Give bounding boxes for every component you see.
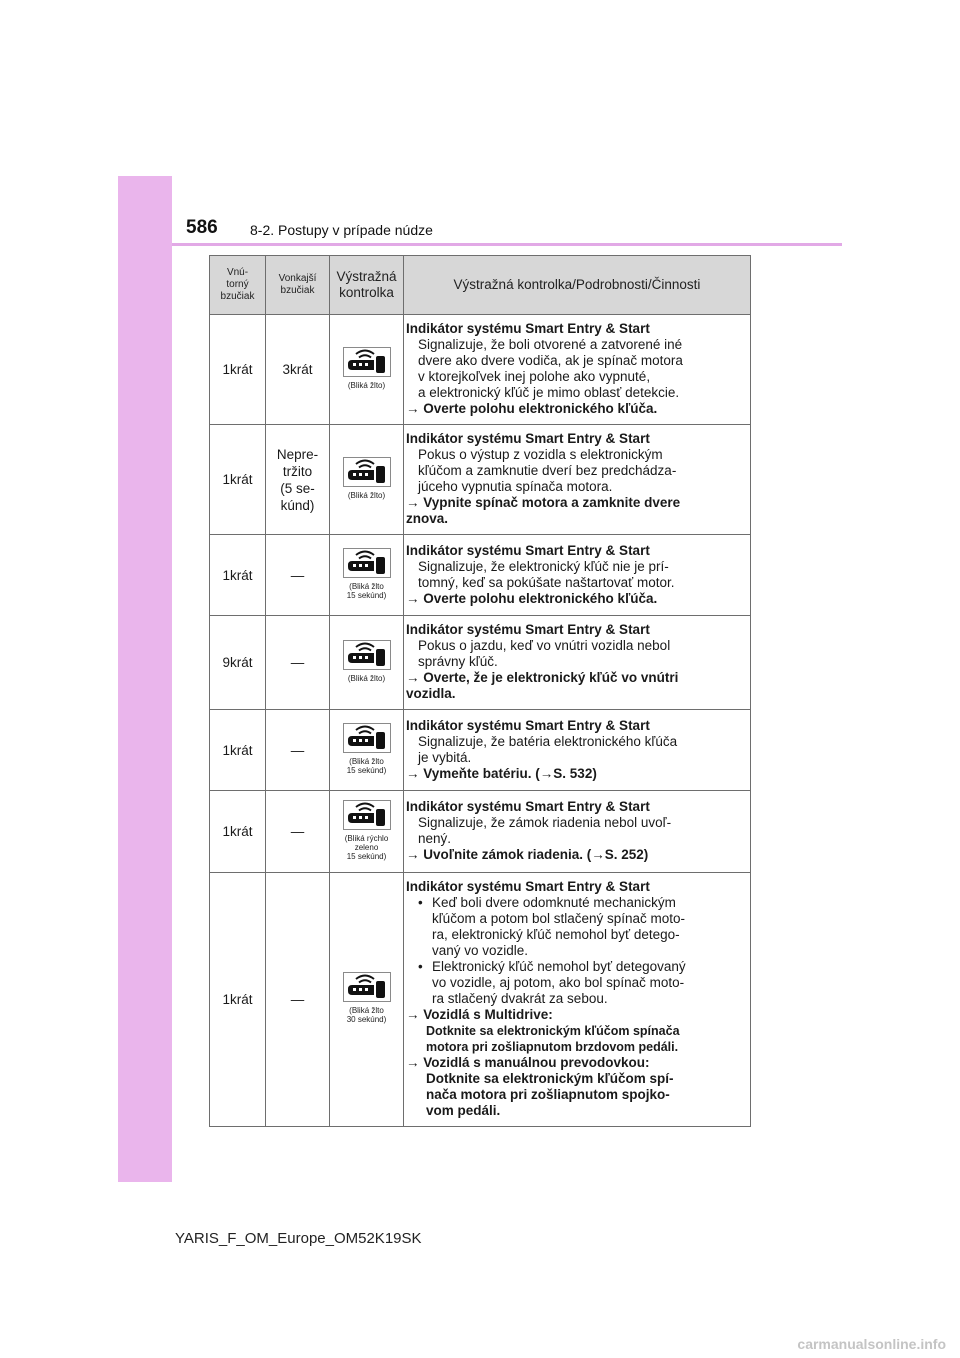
lamp-note: (Bliká žlto 15 sekúnd)	[346, 581, 387, 600]
details-cell	[404, 425, 751, 535]
table-row	[210, 616, 751, 710]
warning-light-cell	[330, 315, 404, 425]
inner-buzzer-cell: 1krát	[210, 425, 266, 535]
arrow-icon: →	[406, 590, 420, 606]
details-cell	[404, 315, 751, 425]
header-divider	[172, 243, 842, 246]
smart-key-warning-icon	[343, 640, 391, 670]
indicator-title: Indikátor systému Smart Entry & Start	[406, 431, 650, 446]
warning-light-cell	[330, 535, 404, 616]
action-line	[406, 670, 748, 702]
smart-key-warning-icon	[343, 972, 391, 1002]
action-line	[406, 847, 748, 863]
action-detail: Dotknite sa elektronickým kľúčom spí- nača motora pri zošliapnutom spojko- vom pedáli.	[426, 1071, 674, 1118]
smart-key-warning-icon	[343, 347, 391, 377]
outer-buzzer-cell: —	[266, 791, 330, 873]
arrow-icon: →	[406, 495, 420, 510]
details-cell	[404, 535, 751, 616]
col-details: Výstražná kontrolka/Podrobnosti/Činnosti	[404, 256, 751, 315]
arrow-icon: →	[406, 765, 420, 781]
action-text: Overte polohu elektronického kľúča.	[423, 590, 658, 606]
indicator-description: Signalizuje, že batéria elektronického kľúča je vybitá.	[418, 733, 678, 765]
action-text: Vypnite spínač motora a zamknite dvere znova.	[406, 495, 681, 526]
indicator-description: Pokus o výstup z vozidla s elektronickým kľúčom a zamknutie dverí bez predchádza- júceho vypnutia spínača motora.	[418, 447, 677, 494]
table-row	[210, 873, 751, 1127]
lamp	[343, 640, 391, 683]
page-number: 586	[186, 217, 218, 238]
action-line	[406, 1007, 748, 1023]
table-row	[210, 710, 751, 791]
document-code: YARIS_F_OM_Europe_OM52K19SK	[175, 1230, 422, 1247]
details-cell	[404, 710, 751, 791]
arrow-icon: →	[406, 847, 420, 862]
warning-light-cell	[330, 791, 404, 873]
action-detail: Dotknite sa elektronickým kľúčom spínača motora pri zošliapnutom brzdovom pedáli.	[426, 1024, 680, 1054]
indicator-title: Indikátor systému Smart Entry & Start	[406, 799, 650, 814]
watermark: carmanualsonline.info	[797, 1336, 946, 1352]
warning-light-cell	[330, 616, 404, 710]
inner-buzzer-cell: 1krát	[210, 873, 266, 1127]
outer-buzzer-cell: Nepre- tržito (5 se- kúnd)	[266, 425, 330, 535]
inner-buzzer-cell: 1krát	[210, 710, 266, 791]
indicator-title: Indikátor systému Smart Entry & Start	[406, 717, 650, 733]
indicator-title: Indikátor systému Smart Entry & Start	[406, 879, 650, 894]
bullet-icon: •	[418, 895, 423, 910]
outer-buzzer-cell: —	[266, 873, 330, 1127]
details-cell	[404, 873, 751, 1127]
arrow-icon: →	[406, 401, 420, 416]
lamp-note: (Bliká žlto)	[347, 380, 386, 390]
action-line	[406, 766, 748, 782]
action-line	[406, 591, 748, 607]
smart-key-warning-icon	[343, 800, 391, 830]
bullet-item	[418, 959, 748, 1007]
lamp-note: (Bliká žlto)	[347, 673, 386, 683]
section-title: 8-2. Postupy v prípade núdze	[250, 222, 433, 238]
lamp	[343, 457, 391, 500]
table-row	[210, 791, 751, 873]
warning-light-cell	[330, 710, 404, 791]
action-text: Vymeňte batériu. (→S. 532)	[423, 765, 597, 781]
outer-buzzer-cell: —	[266, 535, 330, 616]
table-header-row	[210, 256, 751, 315]
table-row	[210, 535, 751, 616]
outer-buzzer-cell: —	[266, 710, 330, 791]
col-outer-buzzer: Vonkajší bzučiak	[266, 256, 330, 315]
smart-key-warning-icon	[343, 457, 391, 487]
action-text: Overte polohu elektronického kľúča.	[423, 401, 658, 416]
indicator-description: Pokus o jazdu, keď vo vnútri vozidla nebol správny kľúč.	[418, 638, 671, 669]
indicator-description: Signalizuje, že boli otvorené a zatvorené iné dvere ako dvere vodiča, ak je spínač motora v ktorejkoľvek inej polohe ako vypnuté, a elektronický kľúč je mimo oblasť detekcie.	[418, 337, 683, 400]
details-cell	[404, 791, 751, 873]
lamp	[343, 347, 391, 390]
bullet-item	[418, 895, 748, 959]
lamp-note: (Bliká žlto 15 sekúnd)	[346, 756, 387, 775]
warning-light-cell	[330, 425, 404, 535]
lamp-note: (Bliká žlto 30 sekúnd)	[346, 1006, 387, 1024]
arrow-icon: →	[406, 1055, 420, 1070]
indicator-title: Indikátor systému Smart Entry & Start	[406, 321, 650, 336]
action-line	[406, 495, 748, 527]
action-line	[406, 1055, 748, 1071]
outer-buzzer-cell: —	[266, 616, 330, 710]
warning-table	[209, 255, 751, 1127]
lamp-note: (Bliká žlto)	[347, 490, 386, 500]
bullet-text: Elektronický kľúč nemohol byť detegovaný vo vozidle, aj potom, ako bol spínač moto- ra stlačený dvakrát za sebou.	[432, 959, 686, 1006]
inner-buzzer-cell: 1krát	[210, 535, 266, 616]
indicator-description: Signalizuje, že zámok riadenia nebol uvoľ- nený.	[418, 815, 672, 846]
action-heading: Vozidlá s Multidrive:	[423, 1007, 553, 1022]
inner-buzzer-cell: 9krát	[210, 616, 266, 710]
warning-light-cell	[330, 873, 404, 1127]
action-line	[406, 401, 748, 417]
col-inner-buzzer: Vnú- torný bzučiak	[210, 256, 266, 315]
bullet-text: Keď boli dvere odomknuté mechanickým kľúčom a potom bol stlačený spínač moto- ra, elektronický kľúč nemohol byť detego- vaný vo vozidle.	[432, 895, 686, 958]
lamp	[343, 548, 391, 600]
inner-buzzer-cell: 1krát	[210, 791, 266, 873]
lamp	[343, 972, 391, 1024]
indicator-title: Indikátor systému Smart Entry & Start	[406, 542, 650, 558]
indicator-description: Signalizuje, že elektronický kľúč nie je prí- tomný, keď sa pokúšate naštartovať motor.	[418, 558, 675, 590]
arrow-icon: →	[406, 1007, 420, 1022]
smart-key-warning-icon	[343, 548, 391, 578]
bullet-icon: •	[418, 959, 423, 974]
action-heading: Vozidlá s manuálnou prevodovkou:	[423, 1055, 650, 1070]
action-text: Overte, že je elektronický kľúč vo vnútri vozidla.	[406, 670, 679, 701]
arrow-icon: →	[406, 670, 420, 685]
action-text: Uvoľnite zámok riadenia. (→S. 252)	[423, 847, 649, 862]
table-row	[210, 425, 751, 535]
lamp	[343, 723, 391, 775]
inner-buzzer-cell: 1krát	[210, 315, 266, 425]
indicator-title: Indikátor systému Smart Entry & Start	[406, 622, 650, 637]
chapter-side-tab	[118, 176, 172, 1182]
smart-key-warning-icon	[343, 723, 391, 753]
table-row	[210, 315, 751, 425]
details-cell	[404, 616, 751, 710]
outer-buzzer-cell: 3krát	[266, 315, 330, 425]
lamp-note: (Bliká rýchlo zeleno 15 sekúnd)	[344, 833, 389, 861]
lamp	[343, 800, 391, 861]
col-warning-light: Výstražná kontrolka	[330, 256, 404, 315]
